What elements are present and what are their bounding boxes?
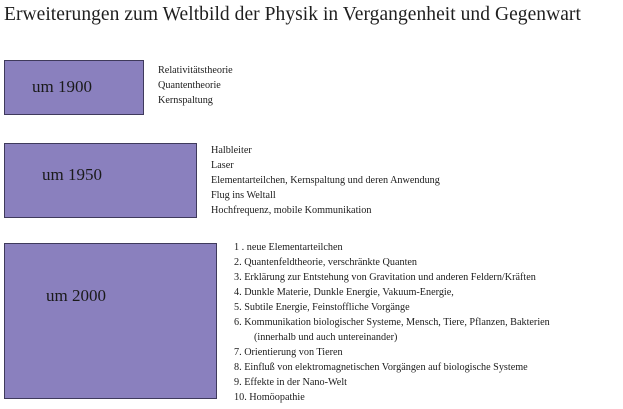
list-item: 5. Subtile Energie, Feinstoffliche Vorgänge: [234, 302, 410, 313]
list-item: Laser: [211, 160, 234, 171]
list-item: 4. Dunkle Materie, Dunkle Energie, Vakuum-Energie,: [234, 287, 454, 298]
list-item: Flug ins Weltall: [211, 190, 276, 201]
list-item: 3. Erklärung zur Entstehung von Gravitation und anderen Feldern/Kräften: [234, 272, 536, 283]
era-label-1950: um 1950: [42, 165, 102, 184]
list-item: 1 . neue Elementarteilchen: [234, 242, 343, 253]
list-item: Elementarteilchen, Kernspaltung und deren Anwendung: [211, 175, 440, 186]
list-item: 2. Quantenfeldtheorie, verschränkte Quanten: [234, 257, 418, 268]
era-box-1900: [4, 60, 144, 115]
list-item: Relativitätstheorie: [158, 65, 233, 76]
era-box-1950: [4, 143, 197, 218]
list-item: 9. Effekte in der Nano-Welt: [234, 377, 347, 388]
list-item-continuation: (innerhalb und auch untereinander): [254, 332, 398, 343]
list-item: Kernspaltung: [158, 95, 213, 106]
list-item: Quantentheorie: [158, 80, 221, 91]
list-item: Hochfrequenz, mobile Kommunikation: [211, 205, 372, 216]
era-label-2000: um 2000: [46, 286, 106, 305]
list-item: 8. Einfluß von elektromagnetischen Vorgängen auf biologische Systeme: [234, 362, 528, 373]
list-item: 10. Homöopathie: [234, 392, 305, 403]
list-item: 7. Orientierung von Tieren: [234, 347, 343, 358]
era-label-1900: um 1900: [32, 77, 92, 96]
era-items-2000: [234, 240, 550, 405]
diagram-title: Erweiterungen zum Weltbild der Physik in Vergangenheit und Gegenwart: [4, 4, 581, 25]
era-box-2000: [4, 243, 217, 399]
era-items-1950: [211, 143, 440, 218]
list-item: 6. Kommunikation biologischer Systeme, Mensch, Tiere, Pflanzen, Bakterien: [234, 317, 550, 328]
list-item: Halbleiter: [211, 145, 252, 156]
era-items-1900: [158, 63, 233, 108]
